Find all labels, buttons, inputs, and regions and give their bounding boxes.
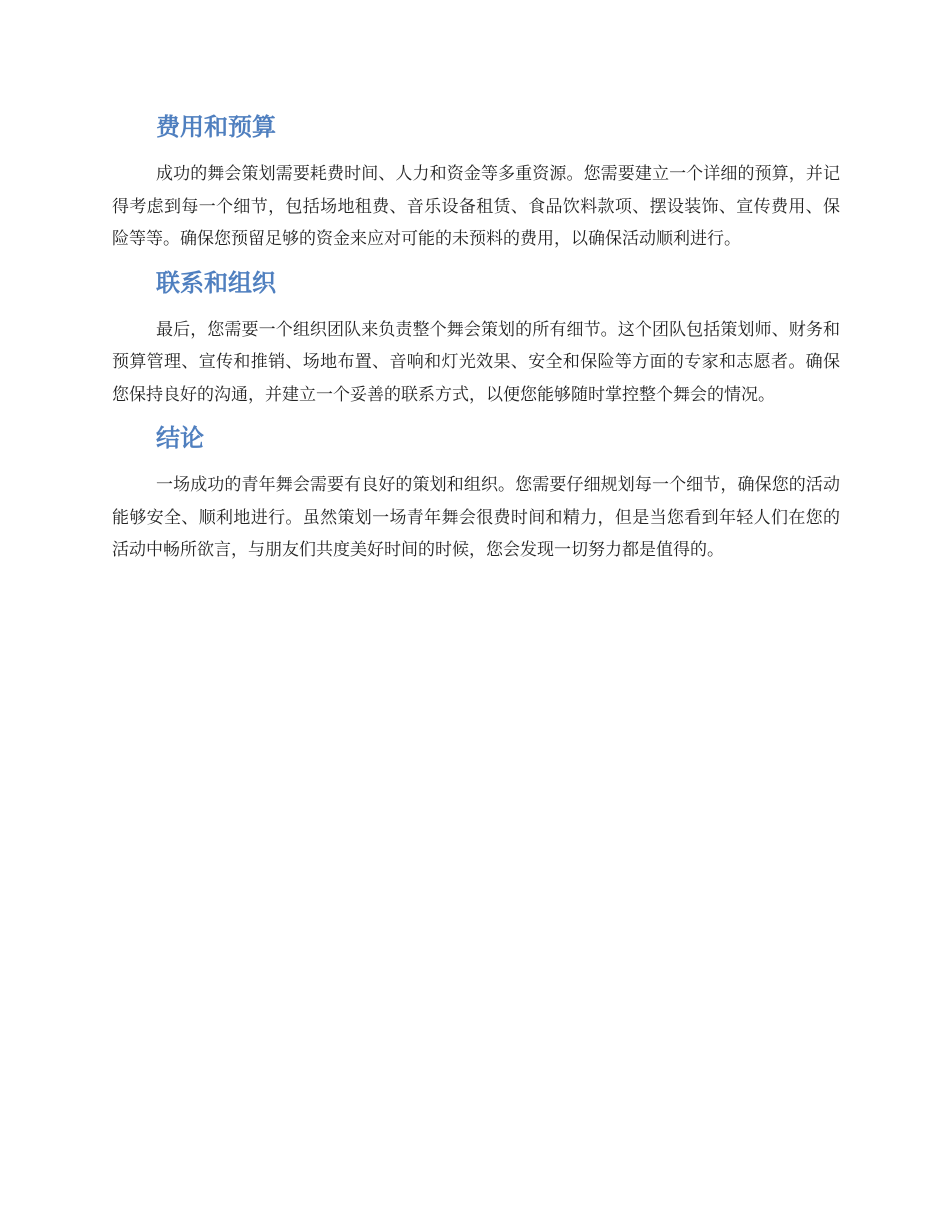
section-paragraph: 最后，您需要一个组织团队来负责整个舞会策划的所有细节。这个团队包括策划师、财务和预算管理、宣传和推销、场地布置、音响和灯光效果、安全和保险等方面的专家和志愿者。确保您保持良好的沟通，并建立一个妥善的联系方式，以便您能够随时掌控整个舞会的情况。 — [112, 319, 840, 405]
section-budget — [112, 108, 840, 256]
section-heading: 联系和组织 — [156, 268, 276, 297]
section-heading: 结论 — [156, 424, 204, 452]
section-paragraph: 成功的舞会策划需要耗费时间、人力和资金等多重资源。您需要建立一个详细的预算，并记得考虑到每一个细节，包括场地租费、音乐设备租赁、食品饮料款项、摆设装饰、宣传费用、保险等等。确保您预留足够的资金来应对可能的未预料的费用，以确保活动顺利进行。 — [112, 164, 840, 249]
section-conclusion — [112, 419, 840, 567]
section-heading: 费用和预算 — [156, 113, 276, 141]
section-organization — [112, 264, 840, 412]
document-page — [112, 108, 840, 567]
section-paragraph: 一场成功的青年舞会需要有良好的策划和组织。您需要仔细规划每一个细节，确保您的活动能够安全、顺利地进行。虽然策划一场青年舞会很费时间和精力，但是当您看到年轻人们在您的活动中畅所欲言，与朋友们共度美好时间的时候，您会发现一切努力都是值得的。 — [112, 475, 840, 560]
